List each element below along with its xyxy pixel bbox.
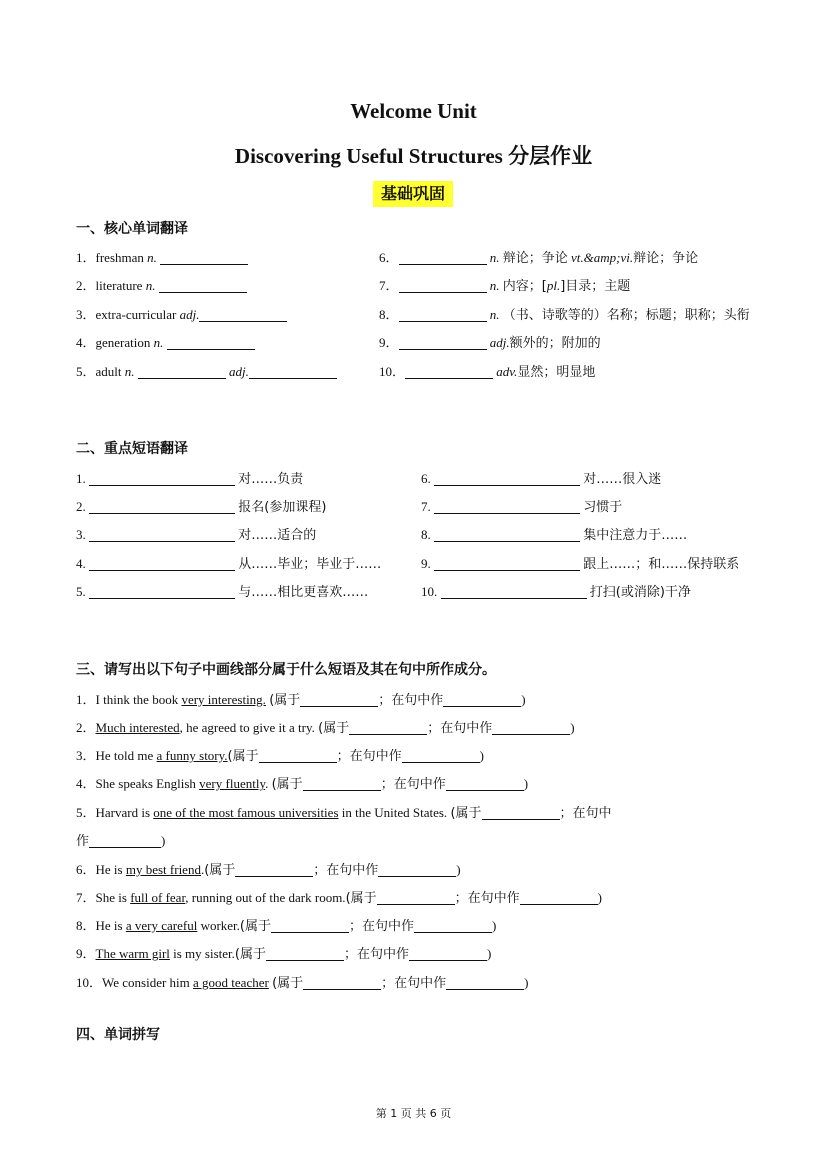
answer-blank[interactable] — [89, 499, 235, 514]
answer-blank[interactable] — [434, 471, 580, 486]
answer-blank[interactable] — [138, 364, 226, 379]
phrase-type-blank[interactable] — [235, 862, 313, 877]
phrase-item-8: 8. 集中注意力于…… — [421, 527, 688, 543]
phrase-type-blank[interactable] — [482, 805, 560, 820]
level-band-label: 基础巩固 — [380, 184, 445, 203]
vocab-item-9: 9． adj.额外的；附加的 — [379, 335, 601, 351]
vocab-item-2: 2．literature n. — [76, 275, 247, 294]
phrase-type-blank[interactable] — [266, 946, 344, 961]
role-blank[interactable] — [402, 748, 480, 763]
sentence-item-5: 5．Harvard is one of the most famous universities in the United States. (属于 ；在句中 — [76, 805, 612, 821]
answer-blank[interactable] — [399, 250, 487, 265]
sentence-item-6: 6．He is my best friend.(属于 ；在句中作 ) — [76, 862, 461, 878]
answer-blank[interactable] — [167, 335, 255, 350]
sentence-item-4: 4．She speaks English very fluently. (属于 ；在句中作 ) — [76, 776, 529, 792]
vocab-item-3: 3．extra-curricular adj. — [76, 304, 287, 323]
role-blank[interactable] — [520, 890, 598, 905]
section-heading-sentences: 三、请写出以下句子中画线部分属于什么短语及其在句中所作成分。 — [76, 662, 496, 678]
vocab-item-4: 4．generation n. — [76, 332, 255, 351]
role-blank[interactable] — [492, 720, 570, 735]
vocab-item-5: 5．adult n. adj. — [76, 361, 337, 380]
sentence-item-5-continued: 作 ) — [76, 833, 166, 849]
role-blank[interactable] — [89, 833, 161, 848]
vocab-item-6: 6． n. 辩论；争论 vt.&amp;vi.辩论；争论 — [379, 250, 699, 266]
phrase-item-5: 5. 与……相比更喜欢…… — [76, 584, 369, 600]
phrase-type-blank[interactable] — [303, 776, 381, 791]
role-blank[interactable] — [409, 946, 487, 961]
answer-blank[interactable] — [434, 556, 580, 571]
page-title: Welcome Unit — [350, 99, 477, 123]
phrase-item-10: 10. 打扫(或消除)干净 — [421, 584, 691, 600]
sentence-item-9: 9．The warm girl is my sister.(属于 ；在句中作 ) — [76, 946, 492, 962]
answer-blank[interactable] — [434, 527, 580, 542]
sentence-item-3: 3．He told me a funny story.(属于 ；在句中作 ) — [76, 748, 484, 764]
phrase-type-blank[interactable] — [300, 692, 378, 707]
answer-blank[interactable] — [399, 307, 487, 322]
phrase-type-blank[interactable] — [377, 890, 455, 905]
vocab-item-8: 8． n. （书、诗歌等的）名称；标题；职称；头衔 — [379, 307, 750, 323]
answer-blank[interactable] — [399, 335, 487, 350]
section-heading-vocab: 一、核心单词翻译 — [76, 221, 188, 237]
sentence-item-8: 8．He is a very careful worker.(属于 ；在句中作 ) — [76, 918, 497, 934]
phrase-item-7: 7. 习惯于 — [421, 499, 623, 515]
sentence-item-1: 1．I think the book very interesting. (属于 ；在句中作 ) — [76, 692, 526, 708]
role-blank[interactable] — [378, 862, 456, 877]
section-heading-spelling: 四、单词拼写 — [76, 1027, 160, 1043]
page-footer: 第 1 页 共 6 页 — [375, 1107, 452, 1120]
level-band — [373, 181, 453, 207]
section-heading-phrases: 二、重点短语翻译 — [76, 441, 188, 457]
phrase-type-blank[interactable] — [259, 748, 337, 763]
answer-blank[interactable] — [249, 364, 337, 379]
sentence-item-10: 10．We consider him a good teacher (属于 ；在句中作 ) — [76, 975, 529, 991]
answer-blank[interactable] — [441, 584, 587, 599]
answer-blank[interactable] — [159, 278, 247, 293]
answer-blank[interactable] — [399, 278, 487, 293]
answer-blank[interactable] — [89, 527, 235, 542]
answer-blank[interactable] — [199, 307, 287, 322]
phrase-type-blank[interactable] — [303, 975, 381, 990]
page-subtitle: Discovering Useful Structures 分层作业 — [234, 144, 593, 168]
vocab-item-1: 1．freshman n. — [76, 247, 248, 266]
answer-blank[interactable] — [434, 499, 580, 514]
sentence-item-2: 2．Much interested, he agreed to give it a try. (属于 ；在句中作 ) — [76, 720, 575, 736]
vocab-item-7: 7． n. 内容；[pl.]目录；主题 — [379, 278, 631, 294]
role-blank[interactable] — [446, 975, 524, 990]
phrase-type-blank[interactable] — [271, 918, 349, 933]
vocab-item-10: 10． adv.显然；明显地 — [379, 364, 596, 380]
answer-blank[interactable] — [89, 556, 235, 571]
answer-blank[interactable] — [405, 364, 493, 379]
answer-blank[interactable] — [89, 471, 235, 486]
phrase-item-6: 6. 对……很入迷 — [421, 471, 662, 487]
role-blank[interactable] — [446, 776, 524, 791]
role-blank[interactable] — [414, 918, 492, 933]
sentence-item-7: 7．She is full of fear, running out of the dark room.(属于 ；在句中作 ) — [76, 890, 602, 906]
phrase-item-1: 1. 对……负责 — [76, 471, 304, 487]
answer-blank[interactable] — [160, 250, 248, 265]
phrase-item-9: 9. 跟上……；和……保持联系 — [421, 556, 740, 572]
phrase-type-blank[interactable] — [349, 720, 427, 735]
phrase-item-4: 4. 从……毕业；毕业于…… — [76, 556, 382, 572]
role-blank[interactable] — [443, 692, 521, 707]
phrase-item-2: 2. 报名(参加课程) — [76, 499, 327, 515]
answer-blank[interactable] — [89, 584, 235, 599]
phrase-item-3: 3. 对……适合的 — [76, 527, 317, 543]
